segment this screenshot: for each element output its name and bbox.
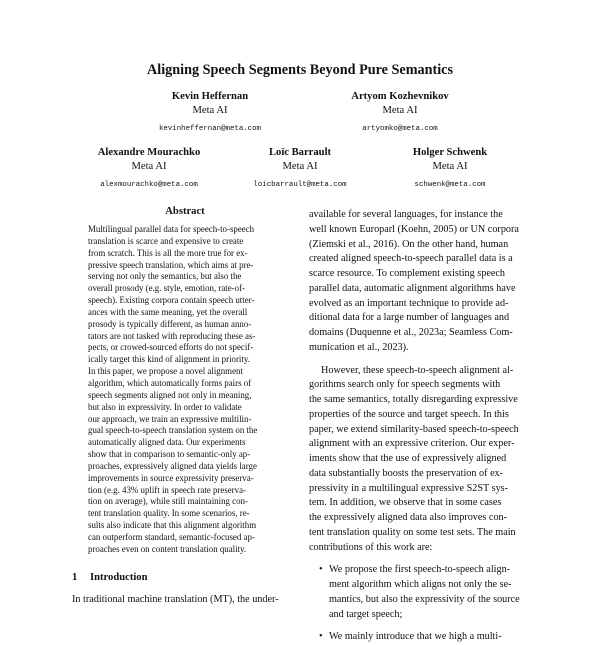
- body-line: scarce resource. To complement existing speech: [309, 268, 505, 279]
- abstract-line: In this paper, we propose a novel alignment: [88, 366, 243, 377]
- author-affiliation: Meta AI: [382, 105, 418, 116]
- abstract-line: improvements in source expressivity preserva-: [88, 472, 254, 483]
- section-title: Introduction: [90, 572, 148, 583]
- abstract-line: speech). Existing corpora contain speech utter-: [88, 295, 255, 306]
- abstract-line: show that in comparison to semantic-only ap-: [88, 449, 251, 460]
- bullet-line: mantics, but also the expressivity of the source: [329, 593, 520, 605]
- body-line: gorithms search only for speech segments with: [309, 379, 501, 391]
- body-line: the same semantics, totally disregarding expressive: [309, 394, 518, 405]
- abstract-line: pects, or crowed-sourced efforts do not specif-: [88, 342, 254, 353]
- contribution-bullet: [309, 563, 537, 622]
- abstract-line: proaches, expressively aligned data yields large: [88, 460, 257, 471]
- abstract-line: translation is scarce and expensive to create: [88, 235, 244, 246]
- author-affiliation: Meta AI: [432, 161, 468, 172]
- abstract-line: but also in expressivity. In order to validate: [88, 401, 242, 412]
- abstract-line: from scratch. This is all the more true for ex-: [88, 247, 248, 258]
- abstract-body: [88, 224, 282, 556]
- abstract-line: pressive speech translation, which aims at pre-: [88, 259, 254, 270]
- author-affiliation: Meta AI: [282, 161, 318, 172]
- abstract-line: gual speech-to-speech translation system on the: [88, 425, 258, 436]
- contribution-bullet: [309, 630, 537, 645]
- right-column: [309, 208, 537, 645]
- author-name: Kevin Heffernan: [171, 91, 249, 102]
- body-line: However, these speech-to-speech alignment al-: [321, 364, 514, 376]
- author-name: Artyom Kozhevnikov: [351, 91, 449, 102]
- author-block: [150, 90, 270, 135]
- abstract-line: our approach, we train an expressive multilin-: [88, 413, 252, 424]
- author-block: [385, 146, 515, 191]
- body-line: alignment with an expressive criterion. Our exper-: [309, 438, 515, 450]
- bullet-line: We propose the first speech-to-speech align-: [329, 564, 511, 576]
- abstract-line: overall prosody (e.g. style, emotion, rate-of-: [88, 283, 245, 294]
- body-line: domains (Duquenne et al., 2023a; Seamless Com-: [309, 327, 513, 338]
- body-line: contributions of this work are:: [309, 541, 433, 553]
- author-email: loicbarrault@meta.com: [253, 181, 347, 189]
- paper-title: Aligning Speech Segments Beyond Pure Semantics: [147, 62, 453, 78]
- body-line: paper, we extend similarity-based speech-to-speech: [309, 423, 519, 435]
- abstract-line: tators are not tasked with reproducing these as-: [88, 330, 256, 341]
- abstract-line: speech segments aligned not only in meaning,: [88, 389, 252, 400]
- author-block: [340, 90, 460, 135]
- body-line: parallel data, automatic alignment algorithms have: [309, 282, 516, 294]
- author-email: kevinheffernan@meta.com: [158, 125, 261, 133]
- section-number: 1: [72, 572, 78, 583]
- bullet-line: and target speech;: [329, 608, 403, 620]
- abstract-line: sults also indicate that this alignment algorithm: [88, 520, 257, 531]
- author-email: alexmourachko@meta.com: [100, 181, 198, 189]
- abstract-line: ically target this kind of alignment in priority.: [88, 354, 250, 365]
- abstract-line: algorithm, which automatically forms pairs of: [88, 377, 252, 388]
- abstract-heading: Abstract: [165, 206, 205, 217]
- abstract-line: tent translation quality. In some scenarios, re-: [88, 508, 250, 519]
- body-line: created aligned speech-to-speech parallel data is a: [309, 253, 513, 265]
- author-email: artyomko@meta.com: [362, 125, 438, 133]
- body-line: well known Europarl (Koehn, 2005) or UN corpora: [309, 223, 519, 235]
- bullet-icon: •: [319, 631, 323, 643]
- author-name: Holger Schwenk: [412, 147, 488, 158]
- body-line: tent translation quality on some test sets. The main: [309, 526, 516, 538]
- abstract-line: tion (e.g. 43% uplift in speech rate preserva-: [88, 484, 246, 495]
- abstract-line: automatically aligned data. Our experiments: [88, 437, 246, 448]
- abstract-line: proaches even on content translation quality.: [88, 543, 247, 554]
- author-affiliation: Meta AI: [131, 161, 167, 172]
- author-email: schwenk@meta.com: [414, 181, 486, 189]
- body-line: pressivity in a multilingual expressive S2ST sys-: [309, 482, 509, 494]
- body-line: iments show that the use of expressively aligned: [309, 453, 507, 464]
- intro-text: In traditional machine translation (MT), the under-: [72, 594, 279, 605]
- body-line: tem. In addition, we observe that in some cases: [309, 497, 502, 509]
- body-line: evolved as an important technique to provide ad-: [309, 297, 509, 309]
- body-line: available for several languages, for instance the: [309, 209, 503, 220]
- abstract-line: tion on average), while still maintaining con-: [88, 496, 248, 507]
- author-name: Loïc Barrault: [268, 147, 332, 158]
- body-line: data substantially boosts the preservation of ex-: [309, 467, 504, 479]
- author-affiliation: Meta AI: [192, 105, 228, 116]
- body-line: properties of the source and target speech. In this: [309, 408, 509, 420]
- abstract-line: prosody is typically different, as human anno-: [88, 318, 252, 329]
- body-line: munication et al., 2023).: [309, 341, 409, 353]
- author-name: Alexandre Mourachko: [97, 147, 201, 158]
- bullet-icon: •: [319, 564, 323, 576]
- abstract-line: ances with the same meaning, yet the overall: [88, 306, 248, 317]
- body-line: the expressively aligned data also improves con-: [309, 512, 508, 523]
- body-line: (Ziemski et al., 2016). On the other hand, human: [309, 238, 509, 250]
- bullet-line: We mainly introduce that we high a multi-: [329, 631, 502, 643]
- abstract-line: serving not only the semantics, but also the: [88, 271, 242, 282]
- section-heading: [72, 572, 148, 583]
- abstract-line: Multilingual parallel data for speech-to-speech: [88, 224, 255, 234]
- author-block: [240, 146, 360, 191]
- abstract-line: can outperform standard, semantic-focused ap-: [88, 531, 255, 542]
- body-line: ditional data for a large number of languages and: [309, 312, 510, 324]
- bullet-line: ment algorithm which aligns not only the se-: [329, 579, 512, 590]
- author-block: [84, 146, 214, 191]
